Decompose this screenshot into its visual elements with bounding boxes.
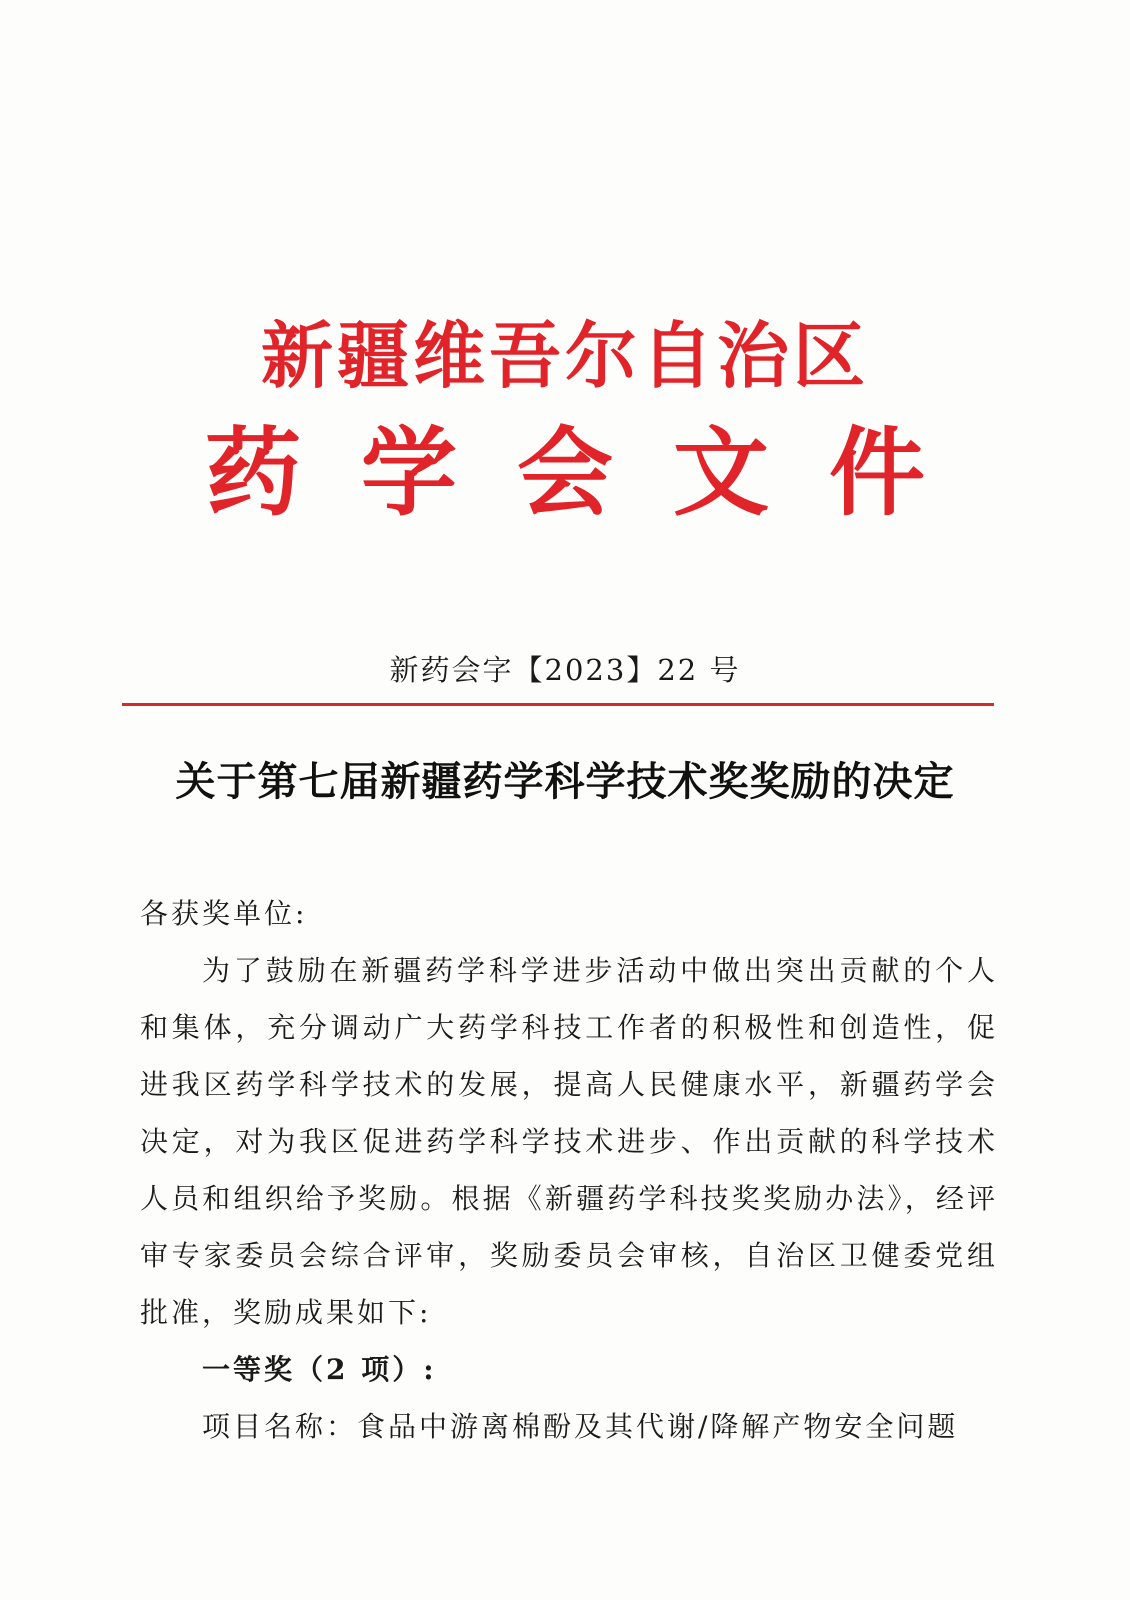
body-paragraph: 为了鼓励在新疆药学科学进步活动中做出突出贡献的个人和集体，充分调动广大药学科技工作者的积极性和创造性，促进我区药学科学技术的发展，提高人民健康水平，新疆药学会决定，对为我区促进药学科学技术进步、作出贡献的科学技术人员和组织给予奖励。根据《新疆药学科技奖奖励办法》，经评审专家委员会综合评审，奖励委员会审核，自治区卫健委党组批准，奖励成果如下: bbox=[140, 954, 998, 1329]
salutation: 各获奖单位: bbox=[140, 897, 308, 930]
header-organization: 新疆维吾尔自治区 bbox=[260, 313, 869, 398]
project-name-line: 项目名称：食品中游离棉酚及其代谢/降解产物安全问题 bbox=[202, 1410, 959, 1443]
header-document-type: 药学会文件 bbox=[205, 416, 985, 529]
first-prize-heading: 一等奖（2 项）: bbox=[202, 1353, 437, 1386]
document-number: 新药会字【2023】22 号 bbox=[389, 653, 741, 687]
red-divider bbox=[122, 703, 994, 706]
document-body bbox=[140, 885, 998, 1455]
document-title: 关于第七届新疆药学科学技术奖奖励的决定 bbox=[175, 758, 955, 805]
